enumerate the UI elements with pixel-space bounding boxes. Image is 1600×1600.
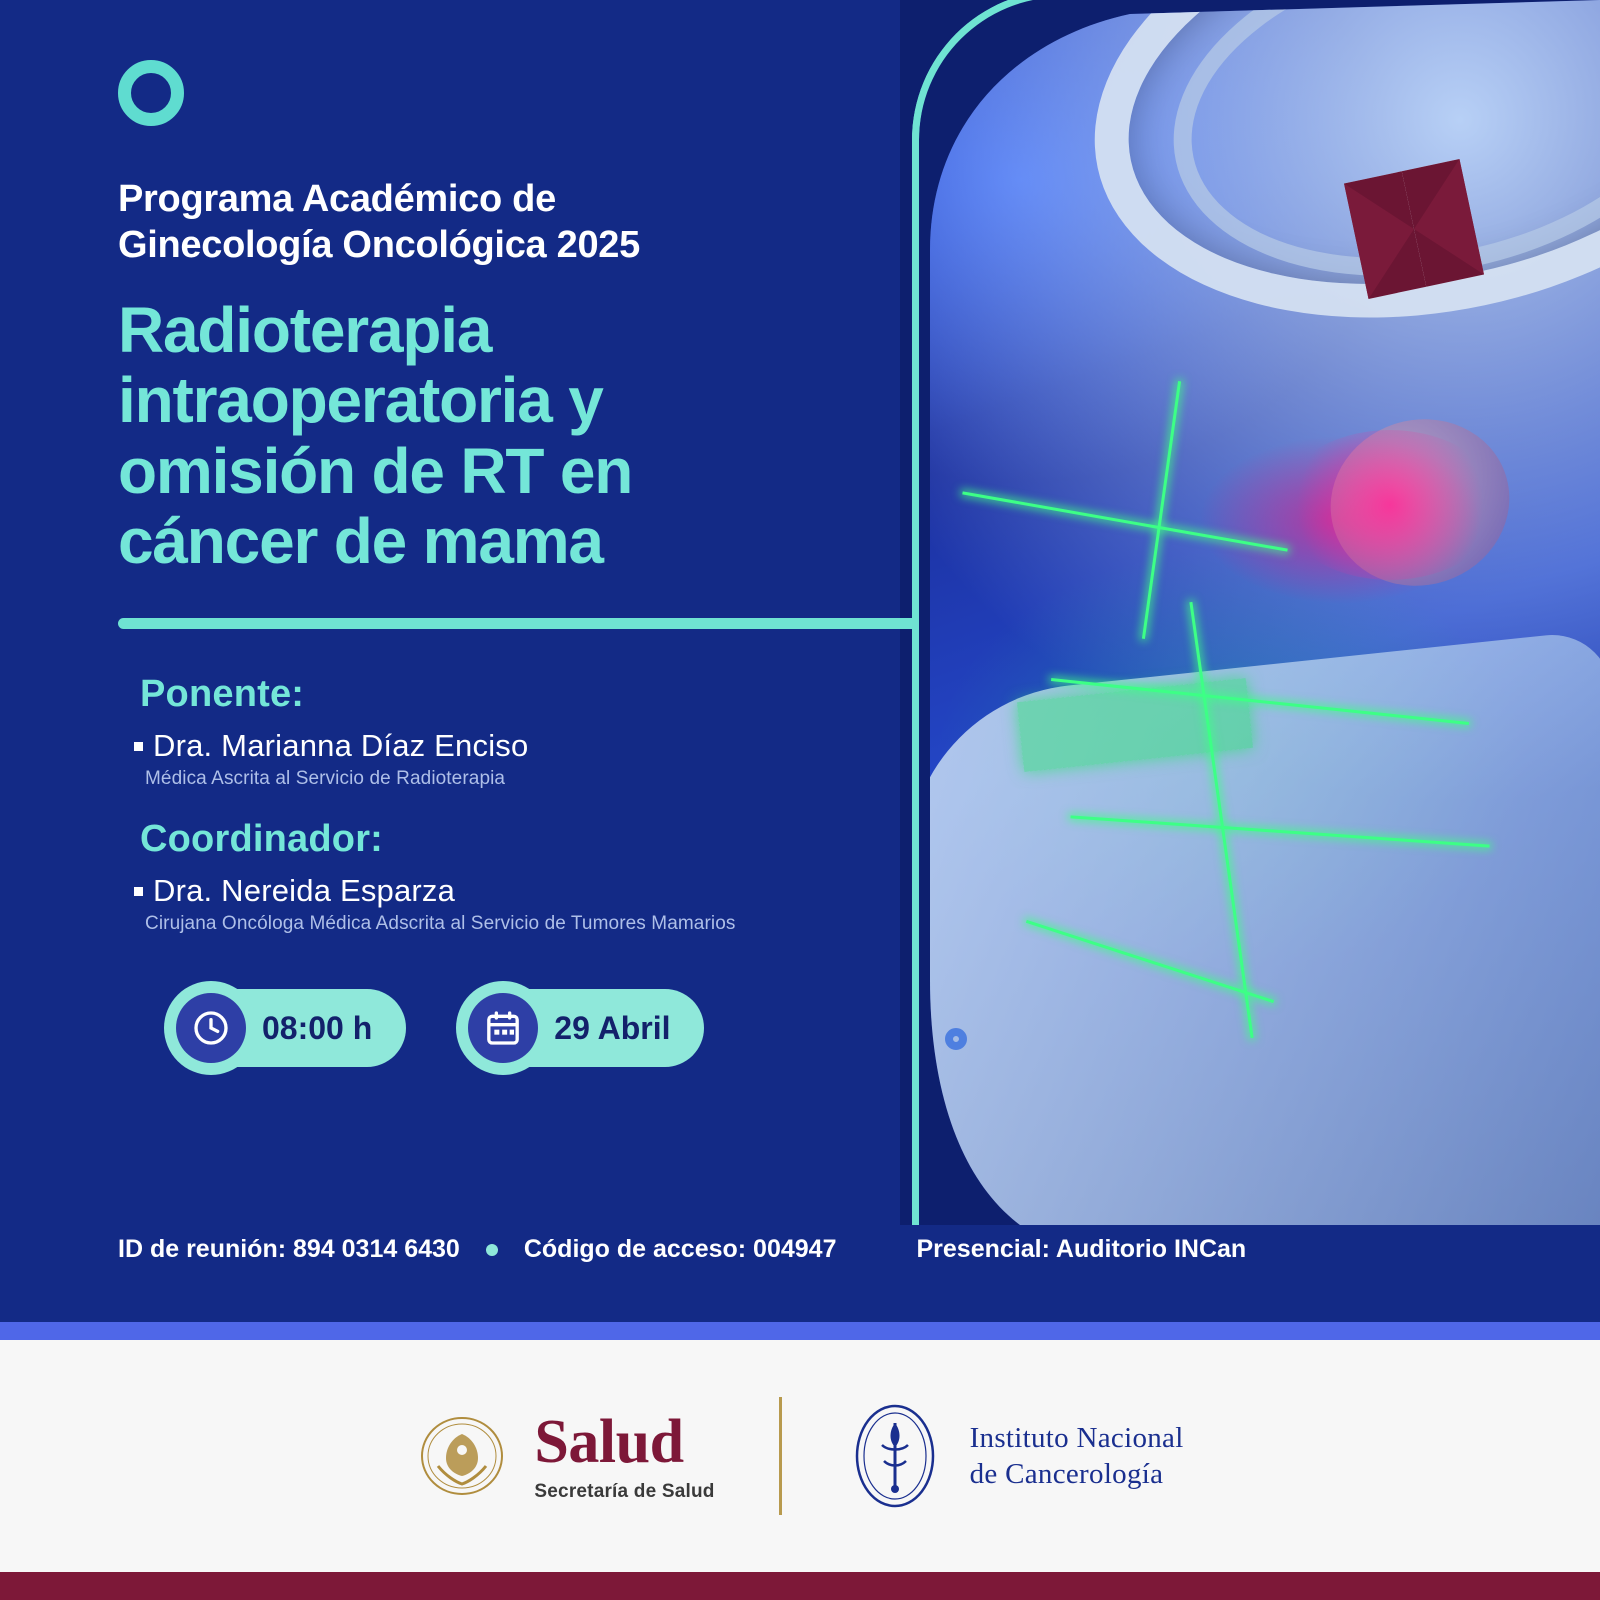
salud-wordmark [534,1408,715,1502]
footer-divider [779,1397,782,1515]
session-title: Radioterapia intraoperatoria y omisión de RT en cáncer de mama [118,293,633,577]
coordinator-subtitle: Cirujana Oncóloga Médica Adscrita al Servicio de Tumores Mamarios [145,913,736,935]
program-title [118,176,900,269]
meeting-info [118,1235,1246,1264]
mexican-coat-of-arms-icon [416,1414,508,1498]
speaker-subtitle: Médica Ascrita al Servicio de Radioterapia [145,768,506,790]
bottom-maroon-strip [0,1572,1600,1600]
laser-line [962,491,1288,551]
ring-logo-icon [118,60,184,126]
divider [118,618,918,629]
program-title-line1: Programa Académico de [118,178,556,220]
schedule-pills [176,989,900,1067]
photo-panel [900,0,1600,1225]
salud-name: Salud [534,1408,684,1476]
laser-line [1142,381,1181,639]
salud-subtitle: Secretaría de Salud [534,1481,715,1502]
dot-separator-icon [486,1244,498,1256]
poster-content [0,0,900,1225]
decorative-ring-icon [945,1028,967,1050]
calendar-icon [456,981,550,1075]
time-pill [176,989,406,1067]
scanner-cross-plate-shape [1344,159,1484,299]
coordinator-role-label: Coordinador: [140,818,384,861]
radiotherapy-photo [900,0,1600,1225]
clock-icon [164,981,258,1075]
coordinator-name: Dra. Nereida Esparza [153,873,456,909]
bullet-square-icon [134,887,143,896]
meeting-venue: Presencial: Auditorio INCan [916,1235,1247,1263]
meeting-id: ID de reunión: 894 0314 6430 [118,1235,460,1263]
speaker-role-label: Ponente: [140,673,305,716]
speaker-name: Dra. Marianna Díaz Enciso [153,728,529,764]
incan-line1: Instituto Nacional [969,1421,1184,1454]
date-label: 29 Abril [554,1009,671,1046]
program-title-line2: Ginecología Oncológica 2025 [118,224,640,267]
speaker-name-row [134,728,900,764]
laser-glow-pink [1280,430,1500,580]
bullet-square-icon [134,742,143,751]
incan-wordmark [970,1420,1184,1493]
date-pill [468,989,704,1067]
coordinator-name-row [134,873,900,909]
incan-line2: de Cancerología [969,1458,1164,1490]
bottom-blue-strip [0,1322,1600,1340]
time-label: 08:00 h [262,1009,373,1046]
incan-seal-icon [846,1401,944,1511]
footer [0,1340,1600,1572]
meeting-access-code: Código de acceso: 004947 [523,1235,837,1263]
salud-logo-group [416,1408,715,1502]
incan-logo-group [846,1401,1184,1511]
